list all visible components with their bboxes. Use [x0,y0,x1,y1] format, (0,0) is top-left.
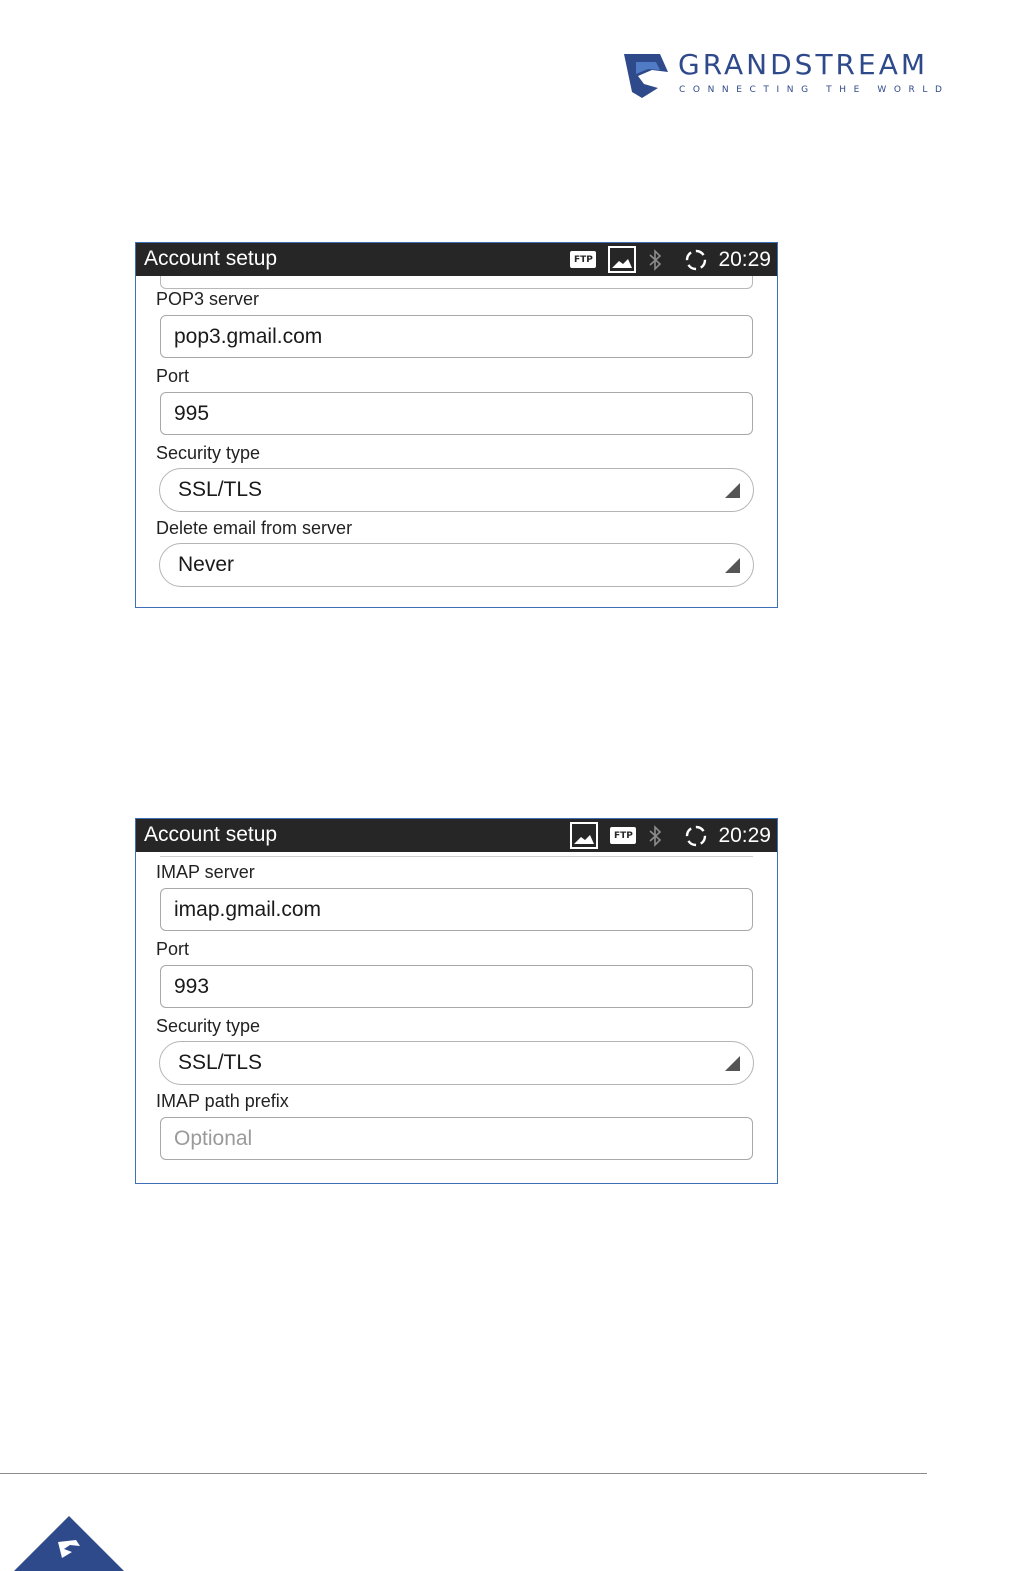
dropdown-arrow-icon [725,1056,740,1071]
pop3-server-label: POP3 server [156,289,260,309]
port-label: Port [156,939,190,959]
screen-title: Account setup [144,823,278,846]
pop3-account-setup-screen [135,242,778,608]
imap-path-prefix-input[interactable]: Optional [160,1117,753,1160]
grandstream-logo [622,50,952,102]
status-bar [136,243,777,276]
security-type-label: Security type [156,1016,261,1036]
sync-icon [684,248,708,272]
security-type-value: SSL/TLS [178,1051,263,1074]
imap-account-setup-screen [135,818,778,1184]
security-type-select[interactable] [159,468,754,512]
imap-path-prefix-label: IMAP path prefix [156,1091,289,1111]
status-bar [136,819,777,852]
imap-server-label: IMAP server [156,862,255,882]
screen-title: Account setup [144,247,278,270]
security-type-value: SSL/TLS [178,478,263,501]
brand-tagline: CONNECTING THE WORLD [679,85,950,95]
ftp-icon: FTP [570,251,596,268]
bluetooth-icon [648,825,662,847]
clock: 20:29 [718,247,771,271]
port-input[interactable]: 993 [160,965,753,1008]
port-input[interactable]: 995 [160,392,753,435]
port-label: Port [156,366,190,386]
dropdown-arrow-icon [725,483,740,498]
delete-email-value: Never [178,553,235,576]
dropdown-arrow-icon [725,558,740,573]
footer-divider [0,1473,927,1474]
grandstream-logo-icon [622,50,670,100]
footer-brand-mark [14,1514,124,1571]
delete-email-label: Delete email from server [156,518,353,538]
sync-icon [684,824,708,848]
bluetooth-icon [648,249,662,271]
pop3-server-input[interactable]: pop3.gmail.com [160,315,753,358]
security-type-label: Security type [156,443,261,463]
delete-email-select[interactable] [159,543,754,587]
imap-server-input[interactable]: imap.gmail.com [160,888,753,931]
image-icon [608,246,636,273]
brand-name: GRANDSTREAM [678,48,929,81]
clock: 20:29 [718,823,771,847]
scrolled-field-edge [160,852,753,857]
scrolled-field-edge [160,276,753,289]
security-type-select[interactable] [159,1041,754,1085]
image-icon [570,822,598,849]
ftp-icon: FTP [610,827,636,844]
